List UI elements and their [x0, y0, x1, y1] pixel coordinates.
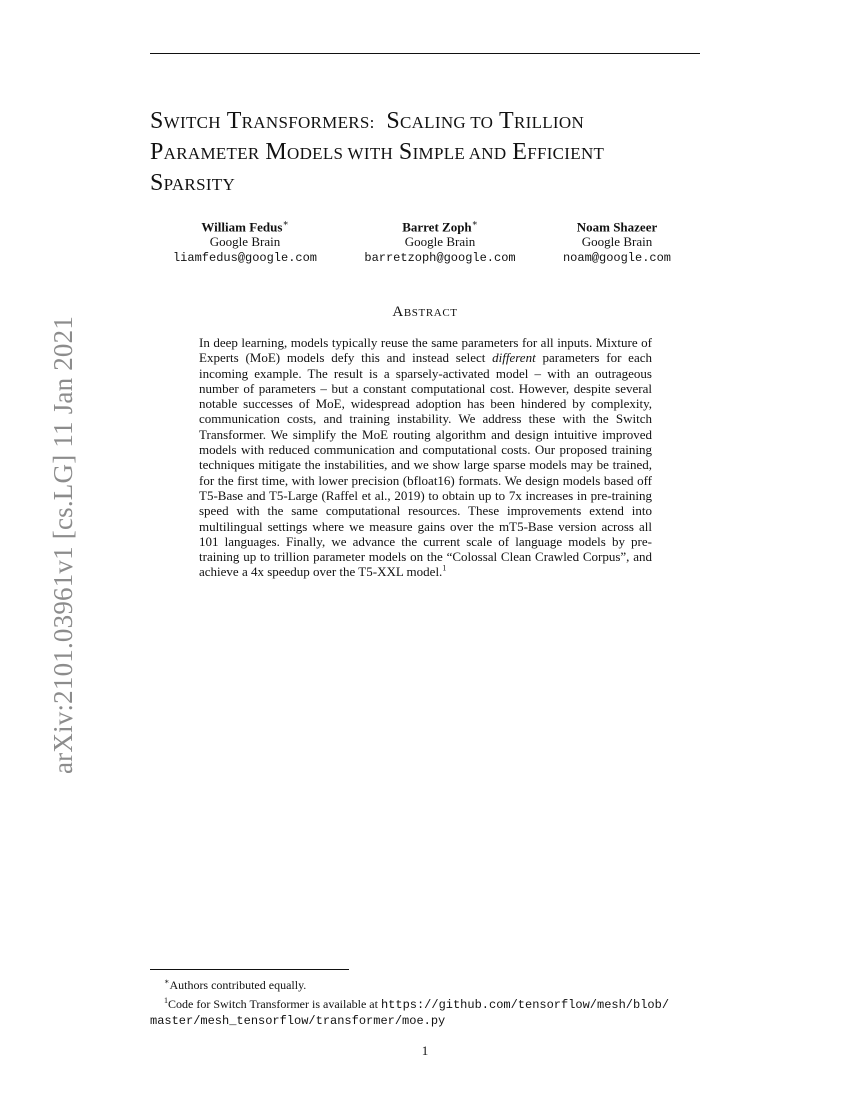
code-url-continued[interactable]: master/mesh_tensorflow/transformer/moe.py [150, 1014, 446, 1028]
arxiv-stamp: arXiv:2101.03961v1 [cs.LG] 11 Jan 2021 [48, 315, 78, 775]
author-block [160, 216, 330, 266]
abstract-body: In deep learning, models typically reuse the same parameters for all inputs. Mixture of Experts (MoE) models defy this and instead select different parameters for each incoming example. The result is a sparsely-activated model – with an outrageous number of parameters – but a constant computational cost. However, despite several notable successes of MoE, widespread adoption has been hindered by complexity, communication costs, and training instability. We address these with the Switch Transformer. We simplify the MoE routing algorithm and design intuitive improved models with reduced communication and computational costs. Our proposed training techniques mitigate the instabilities, and we show large sparse models may be trained, for the first time, with lower precision (bfloat16) formats. We design models based off T5-Base and T5-Large (Raffel et al., 2019) to obtain up to 7x increases in pre-training speed with the same computational resources. These improvements extend into multilingual settings where we measure gains over the mT5-Base version across all 101 languages. Finally, we advance the current scale of language models by pre-training up to trillion parameter models on the “Colossal Clean Crawled Corpus”, and achieve a 4x speedup over the T5-XXL model.$^1$ [199, 335, 652, 580]
title-line-1 [150, 106, 710, 137]
footnote-2: $^1$Code for Switch Transformer is available at https://github.com/tensorflow/mesh/blob/ [164, 996, 670, 1012]
author-block [552, 216, 682, 266]
author-name: Noam Shazeer [576, 219, 658, 235]
footnote-1: ∗Authors contributed equally. [164, 977, 307, 992]
author-affiliation: Google Brain [581, 234, 653, 250]
author-affiliation: Google Brain [209, 234, 281, 250]
title-word: SPARSITY [150, 170, 236, 196]
author-name: William Fedus∗ [201, 218, 289, 235]
footnote-2-continued [150, 1013, 710, 1029]
paper-title [150, 106, 710, 199]
title-word: TRILLION [499, 108, 585, 134]
author-block [350, 216, 530, 266]
page-number: 1 [421, 1043, 429, 1058]
footnotes [150, 974, 710, 1029]
title-word: SIMPLE AND [398, 139, 507, 165]
author-email[interactable]: liamfedus@google.com [172, 251, 318, 266]
title-word: SWITCH [150, 108, 221, 134]
title-word: SCALING TO [386, 108, 494, 134]
title-line-2 [150, 137, 710, 168]
author-affiliation: Google Brain [404, 234, 476, 250]
footnote-rule [150, 969, 349, 970]
title-word: PARAMETER [150, 139, 260, 165]
top-rule [150, 53, 700, 54]
author-email[interactable]: noam@google.com [562, 251, 672, 266]
code-url[interactable]: https://github.com/tensorflow/mesh/blob/ [380, 998, 670, 1012]
title-word: MODELS WITH [265, 139, 394, 165]
title-word: EFFICIENT [512, 139, 605, 165]
author-name: Barret Zoph∗ [402, 218, 478, 235]
author-email[interactable]: barretzoph@google.com [364, 251, 516, 266]
title-word: TRANSFORMERS: [226, 108, 375, 134]
abstract-heading: ABSTRACT [392, 304, 458, 320]
footnote-ref[interactable]: 1 [442, 564, 447, 574]
title-line-3 [150, 168, 710, 199]
